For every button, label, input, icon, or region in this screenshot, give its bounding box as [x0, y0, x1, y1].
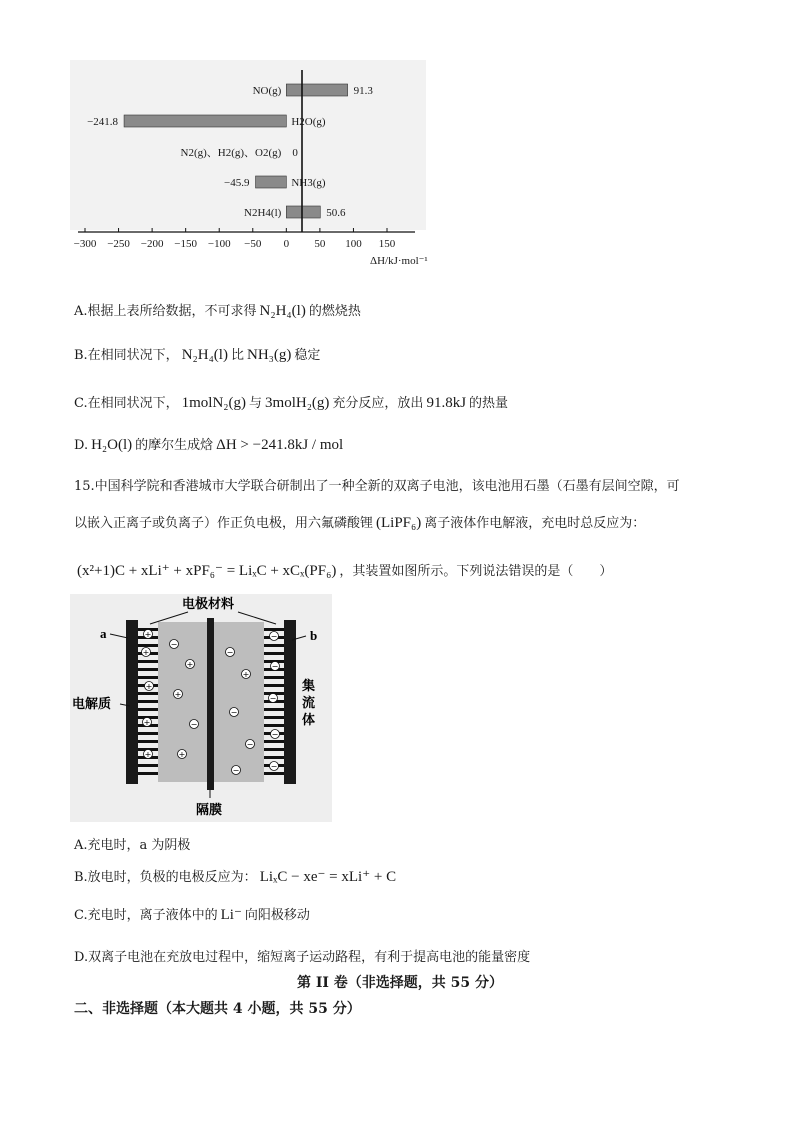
x-tick-label: 0: [283, 238, 290, 250]
anion-sign: −: [170, 640, 178, 649]
label-electrolyte: 电解质: [72, 697, 112, 712]
left-graphite-layer: [138, 644, 158, 647]
cation-sign: +: [186, 660, 194, 669]
bar-1: [124, 115, 286, 127]
q14-c-formula-3: 91.8kJ: [426, 395, 467, 411]
label-a: a: [100, 626, 107, 641]
q14-option-c: [74, 392, 508, 412]
anion-sign: −: [226, 648, 234, 657]
section-2-title: 第 II 卷（非选择题，共 55 分）: [296, 975, 504, 991]
q15-stem-line1: 15.中国科学院和香港城市大学联合研制出了一种全新的双离子电池，该电池用石墨（石墨有层间空隙，可: [74, 479, 680, 494]
left-current-collector: [126, 620, 138, 784]
anion-sign: −: [270, 762, 278, 771]
category-label-2: N2(g)、H2(g)、O2(g): [180, 147, 282, 159]
q15-option-a: A.充电时，a 为阴极: [74, 838, 191, 853]
q14-b-text: B.在相同状况下，: [74, 348, 179, 363]
cation-sign: +: [242, 670, 250, 679]
q15-stem-line2: [74, 512, 645, 532]
q14-c-formula-2: 3molH₂(g): [265, 395, 330, 411]
right-current-collector: [284, 620, 296, 784]
category-label-4: N2H4(l): [244, 207, 282, 219]
anion-sign: −: [232, 766, 240, 775]
q15-line2-text-end: 离子液体作电解液，充电时总反应为：: [424, 516, 646, 531]
q14-option-d: [74, 434, 346, 454]
label-b: b: [310, 628, 318, 643]
q14-c-text-mid: 与: [249, 396, 263, 411]
bar-4: [286, 206, 320, 218]
q14-c-text: C.在相同状况下，: [74, 396, 179, 411]
q15-b-text: B.放电时，负极的电极反应为：: [74, 870, 257, 885]
q14-d-formula-2: ΔH > −241.8kJ / mol: [216, 437, 344, 453]
q15-b-formula: LiₓC − xe⁻ = xLi⁺ + C: [259, 869, 397, 885]
cation-sign: +: [145, 682, 153, 691]
x-tick-label: −50: [244, 238, 262, 250]
q14-b-formula-2: NH₃(g): [247, 347, 292, 363]
value-label-0: 91.3: [353, 85, 373, 97]
q15-c-text: C.充电时，离子液体中的: [74, 908, 218, 923]
x-tick-label: −100: [207, 238, 231, 250]
category-label-1: H2O(g): [291, 116, 326, 128]
left-graphite-layer: [138, 732, 158, 735]
value-label-2: 0: [292, 147, 298, 159]
q15-c-text-end: 向阳极移动: [244, 908, 310, 923]
separator-membrane: [207, 618, 214, 790]
q14-d-text: D.: [74, 438, 89, 453]
q14-b-formula-1: N₂H₄(l): [181, 347, 228, 363]
anion-sign: −: [270, 632, 278, 641]
q15-stem-line3: [74, 560, 612, 580]
q15-line2-text: 以嵌入正离子或负离子）作正负电极，用六氟磷酸锂: [74, 516, 374, 531]
anion-sign: −: [269, 694, 277, 703]
q15-option-b: [74, 866, 399, 886]
q14-c-formula-1: 1molN₂(g): [181, 395, 247, 411]
battery-diagram: [70, 594, 332, 822]
q14-d-formula-1: H₂O(l): [91, 437, 133, 453]
category-label-0: NO(g): [252, 85, 282, 97]
right-graphite-layer: [264, 740, 284, 743]
right-graphite-layer: [264, 652, 284, 655]
q15-option-d: D.双离子电池在充放电过程中，缩短离子运动路程，有利于提高电池的能量密度: [74, 950, 531, 965]
value-label-4: 50.6: [326, 207, 346, 219]
anion-sign: −: [246, 740, 254, 749]
label-separator: 隔膜: [196, 803, 223, 818]
right-graphite-layer: [264, 644, 284, 647]
left-graphite-layer: [138, 676, 158, 679]
left-graphite-layer: [138, 708, 158, 711]
q14-b-text-end: 稳定: [294, 348, 321, 363]
x-tick-label: −300: [73, 238, 97, 250]
cation-sign: +: [178, 750, 186, 759]
q15-option-c: [74, 904, 310, 924]
category-label-3: NH3(g): [291, 177, 326, 189]
left-graphite-layer: [138, 700, 158, 703]
x-tick-label: 100: [345, 238, 362, 250]
right-graphite-layer: [264, 628, 284, 631]
right-graphite-layer: [264, 684, 284, 687]
cation-sign: +: [143, 718, 151, 727]
bar-3: [256, 176, 287, 188]
q14-b-text-mid: 比: [230, 348, 244, 363]
left-graphite-layer: [138, 660, 158, 663]
x-axis-label: ΔH/kJ·mol⁻¹: [370, 255, 428, 267]
cation-sign: +: [174, 690, 182, 699]
q14-c-text-end: 的热量: [469, 396, 509, 411]
value-label-3: −45.9: [224, 177, 250, 189]
left-graphite-layer: [138, 692, 158, 695]
bar-0: [286, 84, 347, 96]
x-tick-label: 150: [378, 238, 396, 250]
q15-reaction-equation: (x²+1)C + xLi⁺ + xPF₆⁻ = LiₓC + xCₓ(PF₆): [77, 563, 337, 579]
value-label-1: −241.8: [87, 116, 119, 128]
cation-sign: +: [142, 648, 150, 657]
left-graphite-layer: [138, 740, 158, 743]
q14-option-a: [74, 300, 361, 320]
right-graphite-layer: [264, 724, 284, 727]
label-electrode-material: 电极材料: [182, 597, 235, 612]
right-graphite-layer: [264, 708, 284, 711]
q14-d-text-mid: 的摩尔生成焓: [135, 438, 214, 453]
x-tick-label: −250: [107, 238, 130, 250]
section-2-heading: 二、非选择题（本大题共 4 小题，共 55 分）: [74, 1001, 361, 1017]
right-graphite-layer: [264, 756, 284, 759]
cation-sign: +: [144, 750, 152, 759]
q15-line3-text-end: ，其装置如图所示。下列说法错误的是（ ）: [339, 564, 613, 579]
right-graphite-layer: [264, 676, 284, 679]
q14-option-b: [74, 344, 320, 364]
x-tick-label: −150: [174, 238, 198, 250]
anion-sign: −: [271, 730, 279, 739]
x-tick-label: −200: [140, 238, 164, 250]
left-graphite-layer: [138, 772, 158, 775]
q14-c-text-mid2: 充分反应，放出: [332, 396, 424, 411]
q14-a-formula: N₂H₄(l): [259, 303, 306, 319]
anion-sign: −: [271, 662, 279, 671]
x-tick-label: 50: [314, 238, 326, 250]
right-graphite-layer: [264, 772, 284, 775]
label-current-collector: 集流体: [302, 679, 316, 728]
cation-sign: +: [144, 630, 152, 639]
right-graphite-layer: [264, 748, 284, 751]
q15-c-formula: Li⁻: [220, 907, 242, 923]
anion-sign: −: [230, 708, 238, 717]
left-graphite-layer: [138, 764, 158, 767]
enthalpy-bar-chart: [70, 60, 430, 275]
q15-electrolyte-formula: (LiPF₆): [376, 515, 422, 531]
q14-a-text: A.根据上表所给数据，不可求得: [74, 304, 257, 319]
q14-a-text-end: 的燃烧热: [308, 304, 361, 319]
left-graphite-layer: [138, 668, 158, 671]
anion-sign: −: [190, 720, 198, 729]
right-graphite-layer: [264, 716, 284, 719]
